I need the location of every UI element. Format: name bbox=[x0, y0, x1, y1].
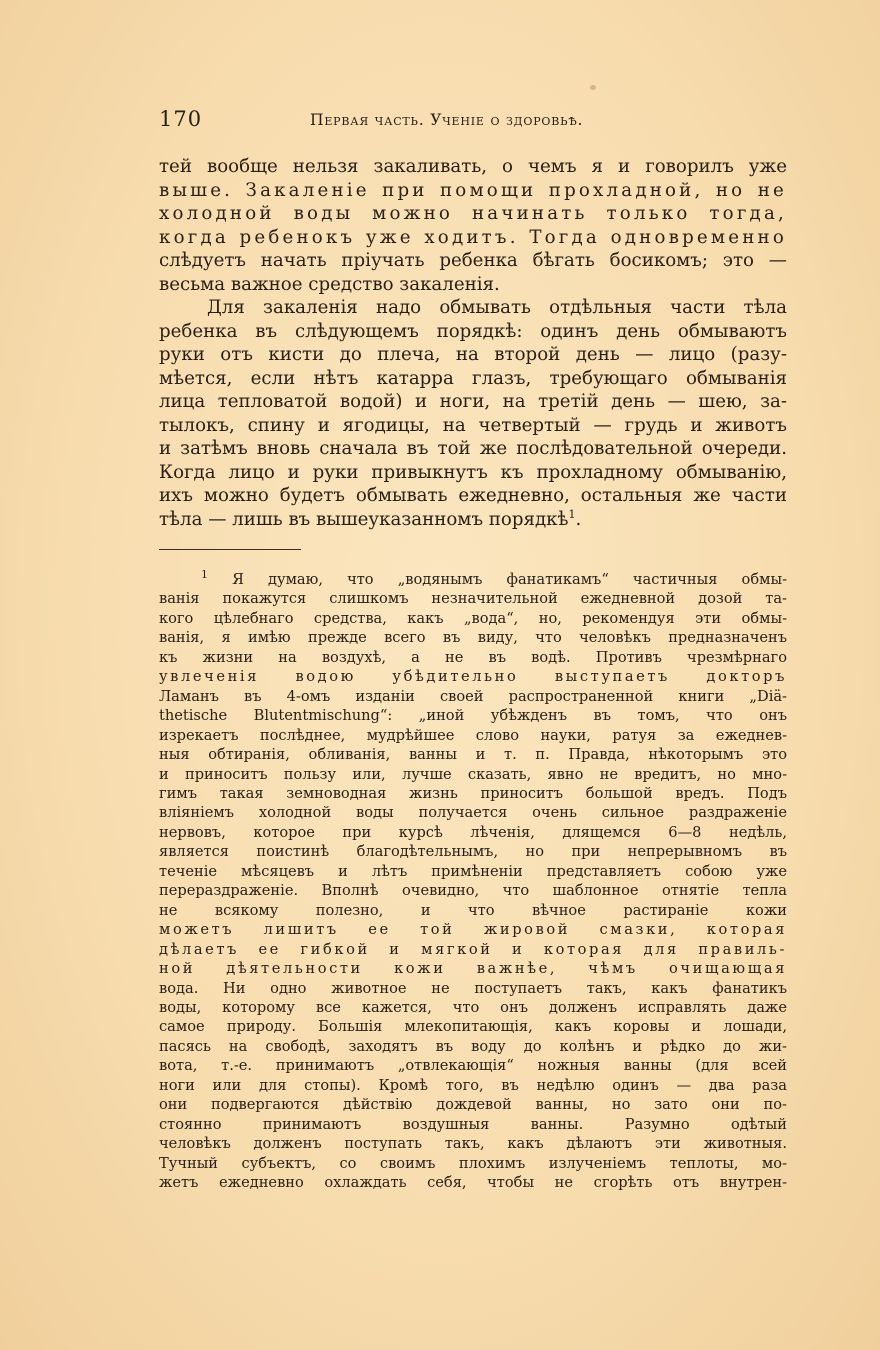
footnote-separator bbox=[159, 549, 301, 550]
body-line: весьма важное средство закаленія. bbox=[159, 273, 500, 295]
footnote-line bbox=[159, 570, 787, 589]
footnote-line: они подвергаются дѣйствію дождевой ванны, но зато они по- bbox=[159, 1096, 787, 1114]
footnote-line: пасясь на свободѣ, заходятъ въ воду до колѣнъ и рѣдко до жи- bbox=[159, 1037, 787, 1055]
footnote-line: стоянно принимаютъ воздушныя ванны. Разумно одѣтый bbox=[159, 1115, 787, 1133]
body-line: Для закаленія надо обмывать отдѣльныя части тѣла bbox=[207, 297, 787, 318]
body-line-last: тѣла — лишь въ вышеуказанномъ порядкѣ$^1$. bbox=[159, 507, 582, 530]
footnote-line: thetische Blutentmischung“: „иной убѣжденъ въ томъ, что онъ bbox=[159, 707, 787, 725]
footnote-line: увлеченія водою убѣдительно выступаетъ докторъ bbox=[159, 668, 787, 686]
body-line: ребенка въ слѣдующемъ порядкѣ: одинъ день обмываютъ bbox=[159, 320, 787, 342]
footnote-line: вота, т.-е. принимаютъ „отвлекающія“ ножныя ванны (для всей bbox=[159, 1057, 787, 1075]
footnote-line: ванія покажутся слишкомъ незначительной ежедневной дозой та- bbox=[159, 590, 787, 608]
body-line: и затѣмъ вновь сначала въ той же послѣдовательной очереди. bbox=[159, 438, 787, 459]
body-line: холодной воды можно начинать только тогда, bbox=[159, 203, 787, 224]
footnote-line-text: Я думаю, что „водянымъ фанатикамъ“ частичныя обмы- bbox=[232, 571, 787, 588]
body-line-text: тѣла — лишь въ вышеуказанномъ порядкѣ bbox=[159, 508, 569, 530]
footnote-line: перераздраженіе. Вполнѣ очевидно, что шаблонное отнятіе тепла bbox=[159, 882, 787, 900]
body-line: Когда лицо и руки привыкнутъ къ прохладному обмыванію, bbox=[159, 461, 787, 483]
body-line: тей вообще нельзя закаливать, о чемъ я и говорилъ уже bbox=[159, 156, 787, 177]
footnote-line: изрекаетъ послѣднее, мудрѣйшее слово науки, ратуя за ежеднев- bbox=[159, 726, 787, 744]
main-text bbox=[159, 155, 787, 531]
footnote-line: ной дѣятельности кожи важнѣе, чѣмъ очищающая bbox=[159, 960, 787, 978]
footnote bbox=[159, 570, 787, 1193]
page-number: 170 bbox=[159, 107, 203, 131]
footnote-line: къ жизни на воздухѣ, а не въ водѣ. Противъ чрезмѣрнаго bbox=[159, 648, 787, 666]
footnote-line: ныя обтиранія, обливанія, ванны и т. п. Правда, нѣкоторымъ это bbox=[159, 746, 787, 764]
body-line: руки отъ кисти до плеча, на второй день — лицо (разу- bbox=[159, 344, 787, 365]
running-head: Первая часть. Ученіе о здоровьѣ. bbox=[310, 111, 584, 129]
footnote-line: кого цѣлебнаго средства, какъ „вода“, но, рекомендуя эти обмы- bbox=[159, 609, 787, 627]
footnote-line: можетъ лишитъ ее той жировой смазки, которая bbox=[159, 921, 787, 939]
footnote-line: является поистинѣ благодѣтельнымъ, но при непрерывномъ въ bbox=[159, 843, 787, 861]
footnote-line: человѣкъ долженъ поступать такъ, какъ дѣлаютъ эти животныя. bbox=[159, 1135, 787, 1153]
body-line: выше. Закаленіе при помощи прохладной, но не bbox=[159, 179, 787, 201]
body-line: мѣется, если нѣтъ катарра глазъ, требующаго обмыванія bbox=[159, 367, 787, 389]
footnote-marker: 1 bbox=[201, 570, 208, 582]
footnote-line: гимъ такая земноводная жизнь приноситъ большой вредъ. Подъ bbox=[159, 784, 787, 802]
footnote-line: Ламанъ въ 4-омъ изданіи своей распространенной книги „Diä- bbox=[159, 687, 787, 705]
body-line: ихъ можно будетъ обмывать ежедневно, остальныя же части bbox=[159, 485, 787, 506]
body-line: тылокъ, спину и ягодицы, на четвертый — грудь и животъ bbox=[159, 414, 787, 436]
body-line: когда ребенокъ уже ходитъ. Тогда одновременно bbox=[159, 226, 787, 248]
footnote-line: теченіе мѣсяцевъ и лѣтъ примѣненіи представляетъ собою уже bbox=[159, 862, 787, 880]
footnote-line: самое природу. Большія млекопитающія, какъ коровы и лошади, bbox=[159, 1018, 787, 1036]
footnote-line: ноги или для стопы). Кромѣ того, въ недѣлю одинъ — два раза bbox=[159, 1076, 787, 1094]
footnote-reference[interactable]: 1 bbox=[568, 507, 576, 521]
footnote-line: воды, которому все кажется, что онъ долженъ исправлять даже bbox=[159, 998, 787, 1016]
ink-spot bbox=[590, 85, 596, 90]
footnote-line: ванія, я имѣю прежде всего въ виду, что человѣкъ предназначенъ bbox=[159, 629, 787, 647]
footnote-line: вліяніемъ холодной воды получается очень сильное раздраженіе bbox=[159, 804, 787, 822]
footnote-line: и приноситъ пользу или, лучше сказать, явно не вредитъ, но мно- bbox=[159, 765, 787, 783]
body-line: слѣдуетъ начать пріучать ребенка бѣгать босикомъ; это — bbox=[159, 250, 787, 271]
footnote-line: жетъ ежедневно охлаждать себя, чтобы не сгорѣть отъ внутрен- bbox=[159, 1174, 787, 1192]
footnote-line: не всякому полезно, и что вѣчное растираніе кожи bbox=[159, 901, 787, 919]
body-line: лица тепловатой водой) и ноги, на третій день — шею, за- bbox=[159, 391, 787, 412]
footnote-line: нервовъ, которое при курсѣ лѣченія, длящемся 6—8 недѣль, bbox=[159, 823, 787, 841]
footnote-line: дѣлаетъ ее гибкой и мягкой и которая для правиль- bbox=[159, 940, 787, 958]
page-header bbox=[159, 104, 787, 134]
footnote-line: вода. Ни одно животное не поступаетъ такъ, какъ фанатикъ bbox=[159, 979, 787, 997]
footnote-line: Тучный субъектъ, со своимъ плохимъ излученіемъ теплоты, мо- bbox=[159, 1154, 787, 1172]
